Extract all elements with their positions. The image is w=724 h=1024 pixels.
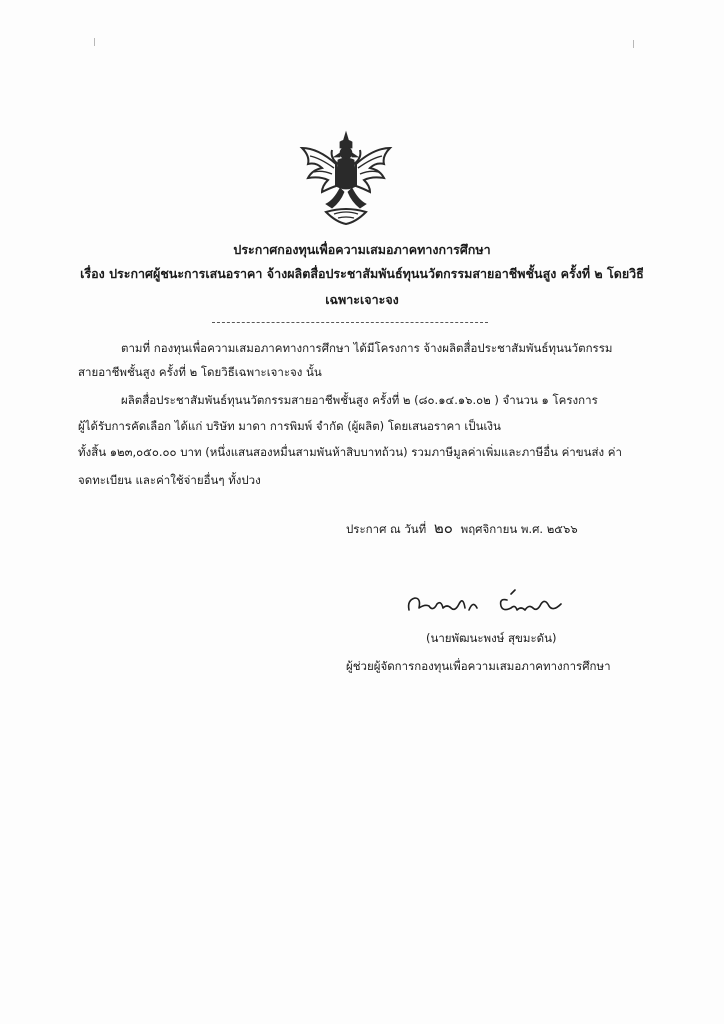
paragraph-2-line-3: ทั้งสิ้น ๑๒๓,๐๕๐.๐๐ บาท (หนึ่งแสนสองหมื่นสามพันห้าสิบบาทถ้วน) รวมภาษีมูลค่าเพิ่มและภาษีอื่น ค่าขนส่ง ค่า [78, 445, 622, 459]
paragraph-2-line-4: จดทะเบียน และค่าใช้จ่ายอื่นๆ ทั้งปวง [78, 473, 261, 487]
paragraph-1-line-1: ตามที่ กองทุนเพื่อความเสมอภาคทางการศึกษา ได้มีโครงการ จ้างผลิตสื่อประชาสัมพันธ์ทุนนวัตกรรม [121, 341, 613, 355]
announcement-date-prefix: ประกาศ ณ วันที่ [346, 522, 427, 536]
announcement-agency-title: ประกาศกองทุนเพื่อความเสมอภาคทางการศึกษา [233, 242, 491, 257]
garuda-emblem-icon [296, 128, 396, 228]
announcement-date-month-year: พฤศจิกายน พ.ศ. ๒๕๖๖ [460, 522, 578, 536]
announcement-subject-line-2: เฉพาะเจาะจง [325, 292, 399, 307]
scan-mark-right [633, 40, 634, 48]
announcement-date-day: ๒๐ [433, 519, 453, 537]
announcement-subject-line-1: เรื่อง ประกาศผู้ชนะการเสนอราคา จ้างผลิตสื่อประชาสัมพันธ์ทุนนวัตกรรมสายอาชีพชั้นสูง ครั้งที่ ๒ โดยวิธี [80, 266, 644, 281]
signatory-position: ผู้ช่วยผู้จัดการกองทุนเพื่อความเสมอภาคทางการศึกษา [346, 659, 611, 673]
scan-mark-left [94, 38, 95, 46]
paragraph-2-line-2: ผู้ได้รับการคัดเลือก ได้แก่ บริษัท มาดา การพิมพ์ จำกัด (ผู้ผลิต) โดยเสนอราคา เป็นเงิน [78, 419, 501, 433]
heading-divider [212, 322, 488, 323]
paragraph-1-line-2: สายอาชีพชั้นสูง ครั้งที่ ๒ โดยวิธีเฉพาะเจาะจง นั้น [78, 365, 322, 379]
signatory-name: (นายพัฒนะพงษ์ สุขมะดัน) [426, 631, 557, 645]
handwritten-signature [403, 586, 573, 622]
announcement-date [346, 516, 578, 540]
paragraph-2-line-1: ผลิตสื่อประชาสัมพันธ์ทุนนวัตกรรมสายอาชีพชั้นสูง ครั้งที่ ๒ (๘๐.๑๔.๑๖.๐๒ ) จำนวน ๑ โครงการ [121, 393, 598, 407]
